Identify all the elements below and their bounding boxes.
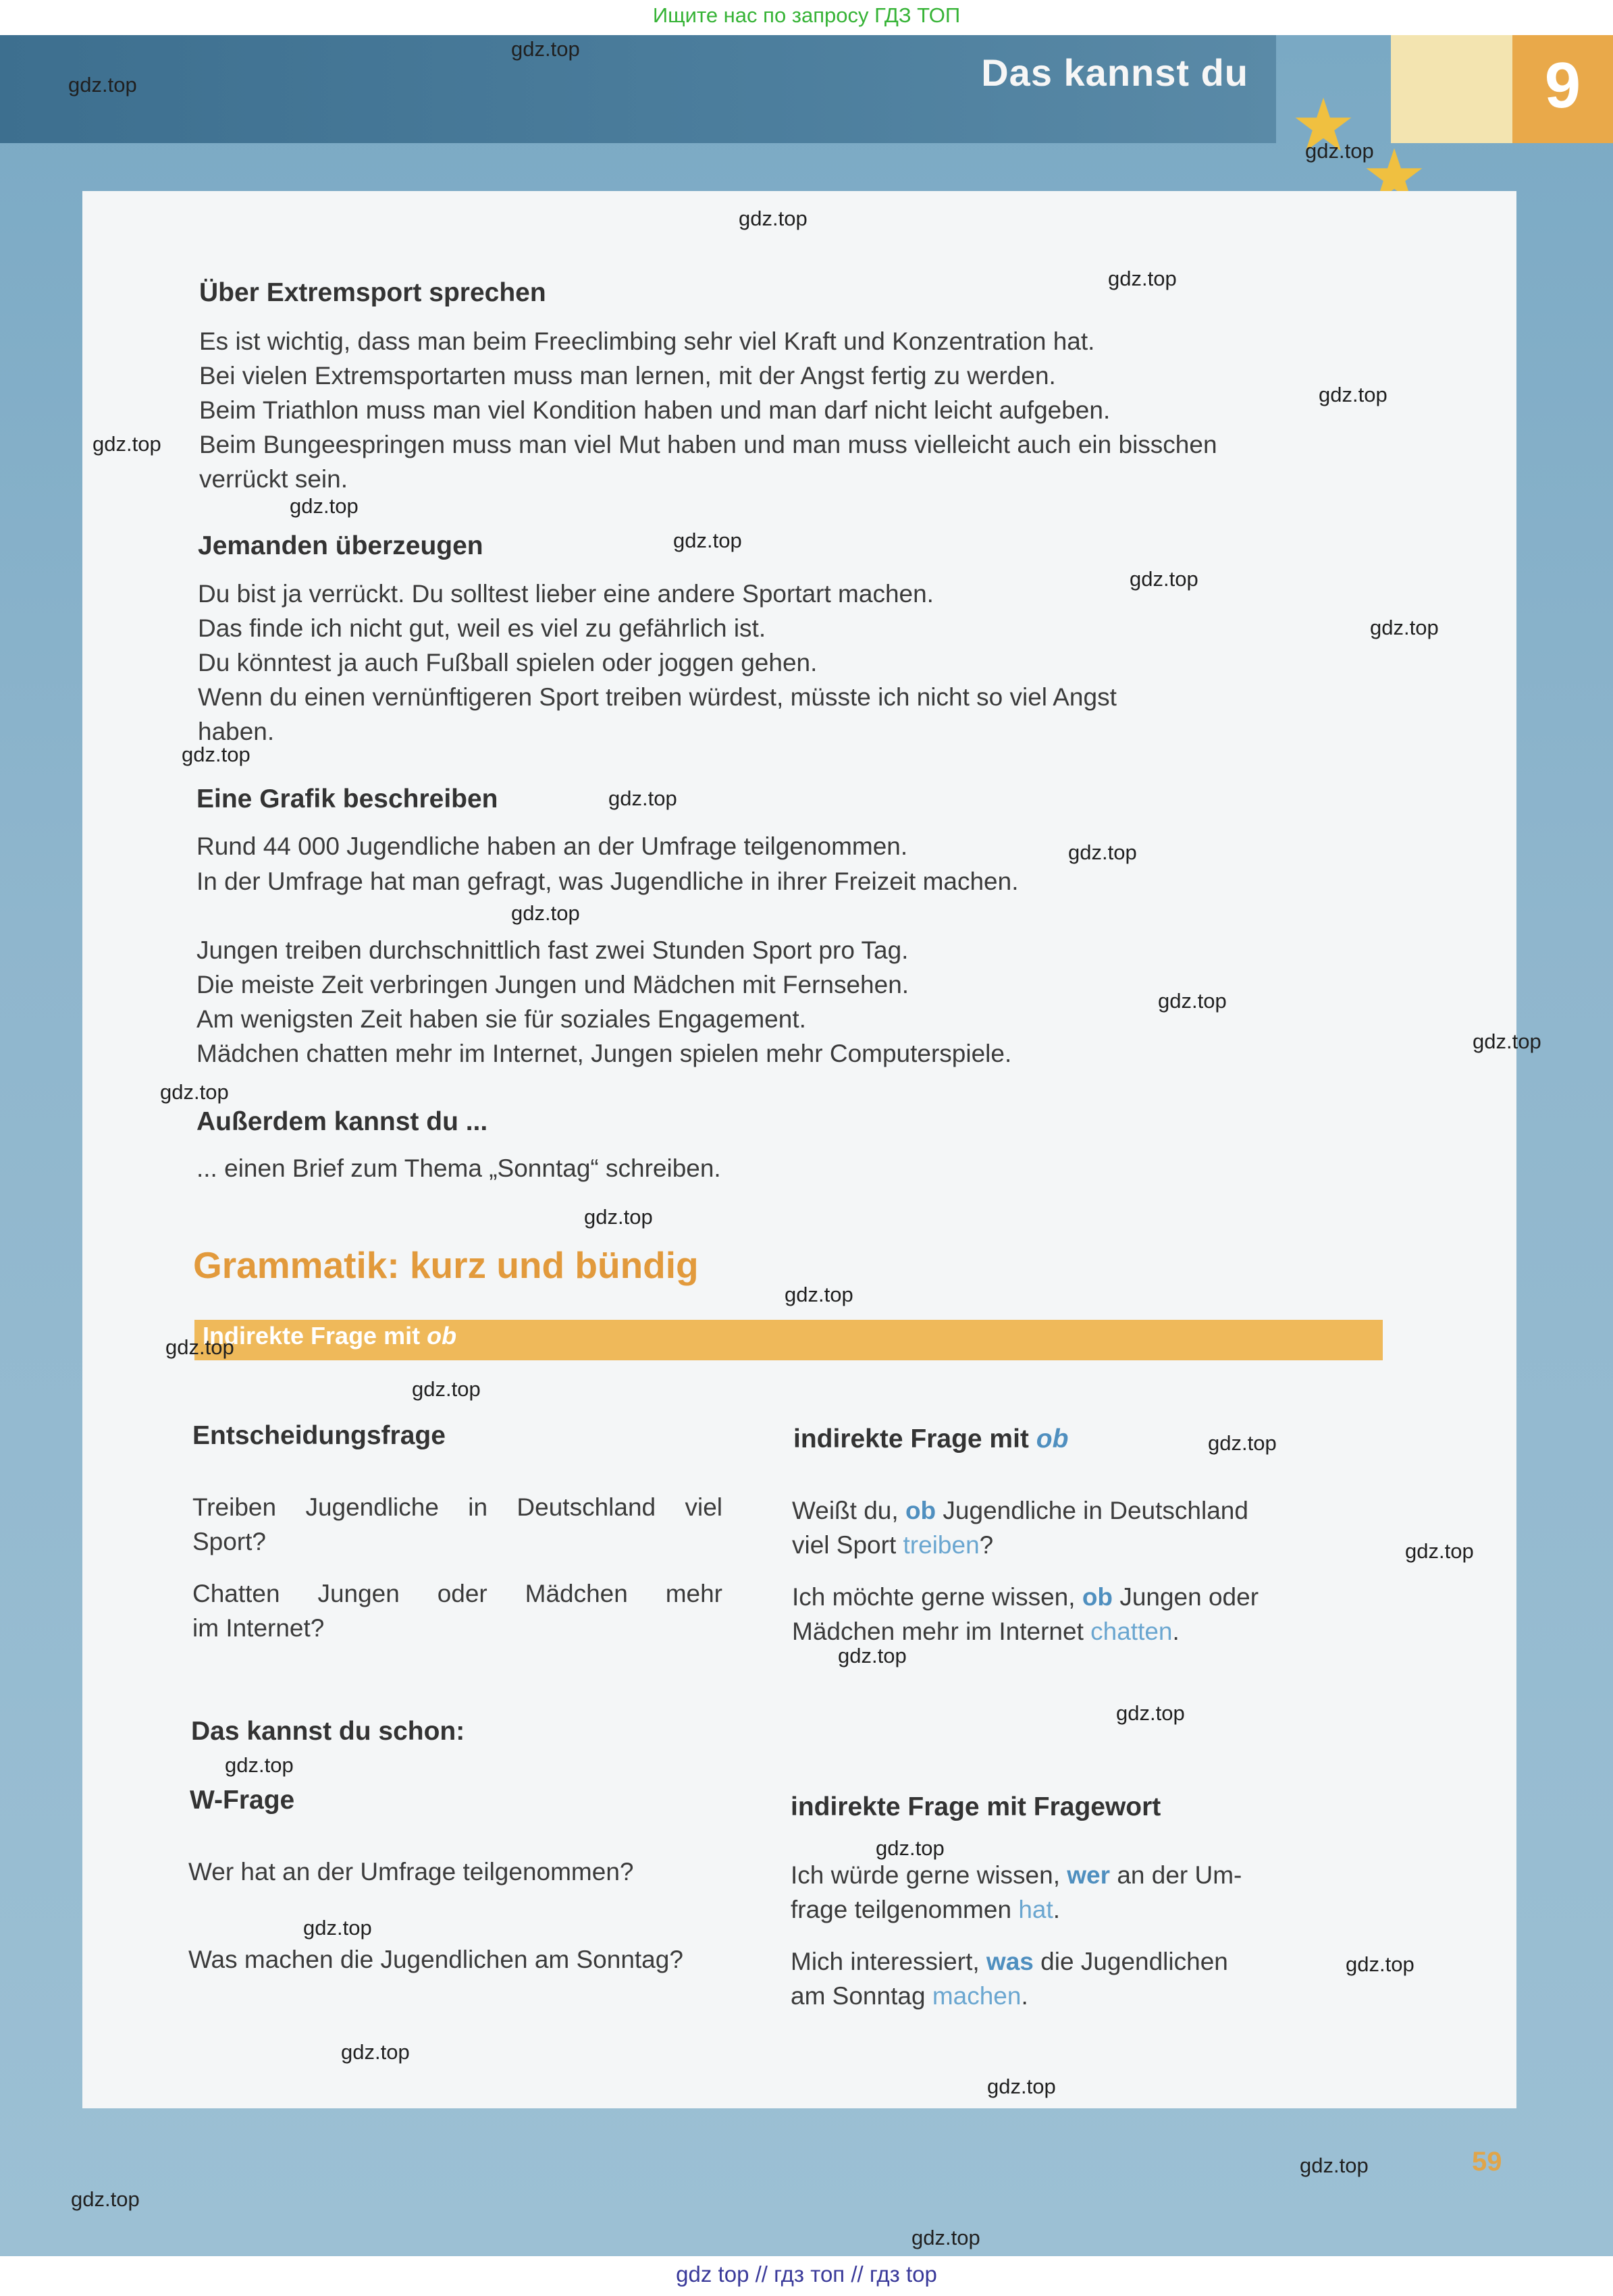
watermark: gdz.top: [1208, 1431, 1277, 1455]
watermark: gdz.top: [838, 1644, 907, 1667]
watermark: gdz.top: [92, 432, 161, 456]
watermark: gdz.top: [876, 1836, 945, 1860]
watermark: gdz.top: [1305, 139, 1374, 163]
section-heading-grafik: Eine Grafik beschreiben: [196, 784, 498, 813]
watermark: gdz.top: [1370, 616, 1439, 639]
watermark: gdz.top: [71, 2187, 140, 2211]
watermark: gdz.top: [160, 1080, 229, 1104]
text-line: Bei vielen Extremsportarten muss man lernen, mit der Angst fertig zu werden.: [199, 362, 1056, 390]
page-title: Das kannst du: [981, 51, 1248, 94]
watermark: gdz.top: [511, 37, 580, 61]
text-line: Du könntest ja auch Fußball spielen oder joggen gehen.: [198, 649, 818, 676]
grammar-w-q1: Wer hat an der Umfrage teilgenommen?: [188, 1858, 634, 1886]
grammar-left-q1: Sport?: [192, 1528, 267, 1555]
page-number: 59: [1472, 2147, 1502, 2177]
watermark: gdz.top: [290, 494, 359, 518]
text-line: Es ist wichtig, dass man beim Freeclimbing sehr viel Kraft und Konzentration hat.: [199, 327, 1095, 355]
grammar-right-a1: viel Sport treiben?: [792, 1531, 994, 1559]
grammar-left-q1: Treiben Jugendliche in Deutschland viel: [192, 1493, 722, 1521]
watermark: gdz.top: [987, 2075, 1056, 2098]
watermark: gdz.top: [1473, 1030, 1541, 1053]
watermark: gdz.top: [911, 2226, 980, 2249]
watermark: gdz.top: [1108, 267, 1177, 290]
grammar-left-q2: Chatten Jungen oder Mädchen mehr: [192, 1580, 722, 1607]
grammar-right-a2: Ich möchte gerne wissen, ob Jungen oder: [792, 1583, 1259, 1611]
text-line: Rund 44 000 Jugendliche haben an der Umfrage teilgenommen.: [196, 832, 908, 860]
grammar-right-a2: Mädchen mehr im Internet chatten.: [792, 1618, 1180, 1645]
watermark: gdz.top: [225, 1753, 294, 1777]
w-frage-heading: W-Frage: [190, 1786, 295, 1815]
watermark: gdz.top: [303, 1916, 372, 1940]
grammar-f1: Ich würde gerne wissen, wer an der Um-: [791, 1861, 1242, 1889]
watermark: gdz.top: [511, 901, 580, 925]
text-line: In der Umfrage hat man gefragt, was Jugendliche in ihrer Freizeit machen.: [196, 867, 1019, 895]
grammar-f2: Mich interessiert, was die Jugendlichen: [791, 1948, 1228, 1975]
watermark: gdz.top: [1319, 383, 1387, 406]
text-line: haben.: [198, 718, 275, 745]
watermark: gdz.top: [608, 786, 677, 810]
grammar-f2: am Sonntag machen.: [791, 1982, 1028, 2010]
text-line: Am wenigsten Zeit haben sie für soziales Engagement.: [196, 1005, 806, 1033]
indirekte-frage-ob-heading: indirekte Frage mit ob: [793, 1424, 1069, 1453]
fragewort-heading: indirekte Frage mit Fragewort: [791, 1792, 1161, 1821]
grammar-left-q2: im Internet?: [192, 1614, 325, 1642]
watermark: gdz.top: [412, 1377, 481, 1401]
section-heading-ueberzeugen: Jemanden überzeugen: [198, 531, 483, 560]
watermark: gdz.top: [739, 207, 808, 230]
text-line: Wenn du einen vernünftigeren Sport treiben würdest, müsste ich nicht so viel Angst: [198, 683, 1117, 711]
watermark: gdz.top: [341, 2040, 410, 2064]
text-line: ... einen Brief zum Thema „Sonntag“ schreiben.: [196, 1154, 721, 1182]
chapter-tab-light: [1391, 35, 1512, 143]
text-line: Jungen treiben durchschnittlich fast zwei Stunden Sport pro Tag.: [196, 936, 909, 964]
top-banner[interactable]: Ищите нас по запросу ГДЗ ТОП: [652, 3, 961, 27]
bottom-links[interactable]: gdz top // гдз топ // гдз top: [676, 2262, 937, 2287]
grammar-right-a1: Weißt du, ob Jugendliche in Deutschland: [792, 1497, 1248, 1524]
grammar-title: Grammatik: kurz und bündig: [193, 1244, 699, 1286]
grammar-bar-label: Indirekte Frage mit ob: [203, 1322, 457, 1350]
watermark: gdz.top: [584, 1205, 653, 1229]
text-line: verrückt sein.: [199, 465, 348, 493]
entscheidungsfrage-heading: Entscheidungsfrage: [192, 1421, 446, 1450]
das-kannst-du-schon-heading: Das kannst du schon:: [191, 1717, 465, 1746]
text-line: Das finde ich nicht gut, weil es viel zu gefährlich ist.: [198, 614, 766, 642]
watermark: gdz.top: [182, 743, 250, 766]
text-line: Mädchen chatten mehr im Internet, Jungen spielen mehr Computerspiele.: [196, 1040, 1012, 1067]
watermark: gdz.top: [1158, 989, 1227, 1013]
section-heading-extremsport: Über Extremsport sprechen: [199, 278, 546, 307]
text-line: Beim Bungeespringen muss man viel Mut haben und man muss vielleicht auch ein bisschen: [199, 431, 1217, 458]
watermark: gdz.top: [1116, 1701, 1185, 1725]
text-line: Die meiste Zeit verbringen Jungen und Mädchen mit Fernsehen.: [196, 971, 909, 998]
grammar-w-q2: Was machen die Jugendlichen am Sonntag?: [188, 1946, 683, 1973]
watermark: gdz.top: [673, 529, 742, 552]
watermark: gdz.top: [1068, 840, 1137, 864]
watermark: gdz.top: [785, 1283, 853, 1306]
watermark: gdz.top: [1346, 1952, 1414, 1976]
text-line: Beim Triathlon muss man viel Kondition haben und man darf nicht leicht aufgeben.: [199, 396, 1111, 424]
watermark: gdz.top: [68, 73, 137, 97]
watermark: gdz.top: [1405, 1539, 1474, 1563]
watermark: gdz.top: [1300, 2154, 1369, 2177]
chapter-number: 9: [1512, 35, 1613, 143]
watermark: gdz.top: [1130, 567, 1198, 591]
watermark: gdz.top: [165, 1335, 234, 1359]
section-heading-ausserdem: Außerdem kannst du ...: [196, 1107, 488, 1136]
text-line: Du bist ja verrückt. Du solltest lieber eine andere Sportart machen.: [198, 580, 934, 608]
grammar-f1: frage teilgenommen hat.: [791, 1896, 1061, 1923]
